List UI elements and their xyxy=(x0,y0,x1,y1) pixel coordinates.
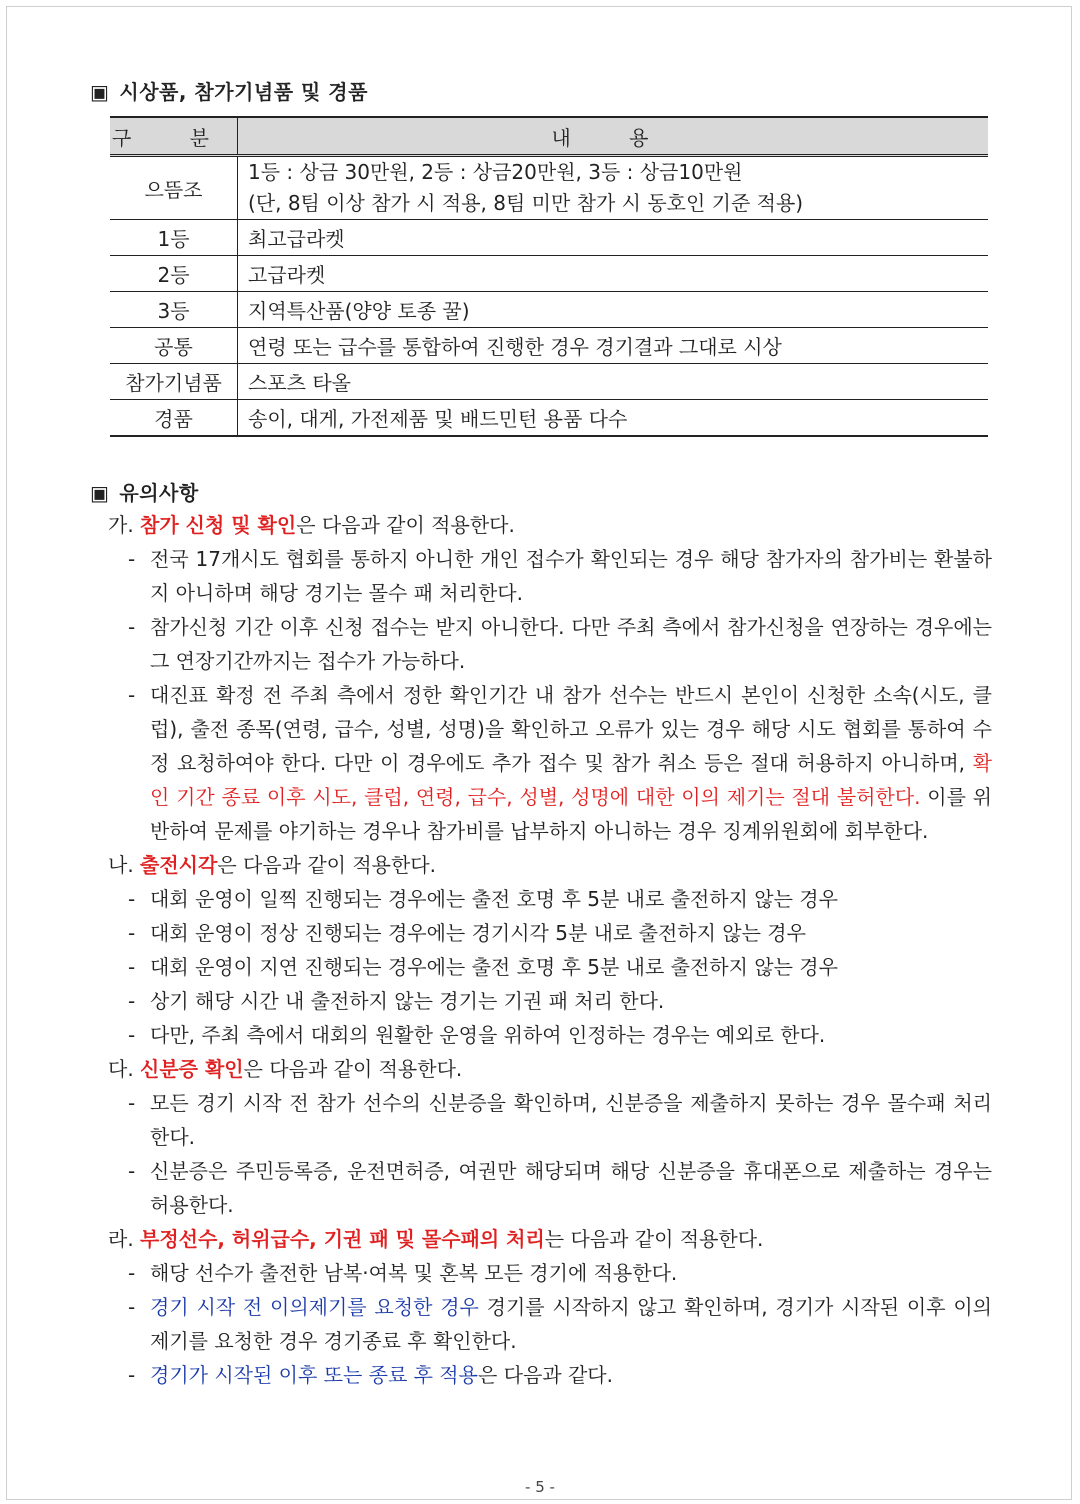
note-prefix: 다. xyxy=(108,1057,141,1081)
row-label: 공통 xyxy=(110,328,238,364)
row-label: 경품 xyxy=(110,400,238,437)
section-title-text: 시상품, 참가기념품 및 경품 xyxy=(119,80,368,104)
note-suffix: 은 다음과 같이 적용한다. xyxy=(296,513,515,537)
square-bullet-icon: ▣ xyxy=(90,80,110,104)
note-prefix: 나. xyxy=(108,853,141,877)
row-content: 지역특산품(양양 토종 꿀) xyxy=(238,292,989,328)
list-item xyxy=(108,1290,992,1358)
header-content: 내 용 xyxy=(238,117,989,156)
list-item-text: 대진표 확정 전 주최 측에서 정한 확인기간 내 참가 선수는 반드시 본인이 신청한 소속(시도, 클럽), 출전 종목(연령, 급수, 성별, 성명)을 확인하고 오류가 있는 경우 해당 시도 협회를 통하여 수정 요청하여야 한다. 다만 이 경우에도 추가 접수 및 참가 취소 등은 절대 허용하지 아니하며, xyxy=(150,683,992,775)
note-heading-ga xyxy=(108,508,992,542)
list-item: - 해당 선수가 출전한 남복·여복 및 혼복 모든 경기에 적용한다. xyxy=(108,1256,992,1290)
row-label: 으뜸조 xyxy=(110,156,238,220)
header-category: 구 분 xyxy=(110,117,238,156)
prize-table xyxy=(110,116,988,437)
list-item xyxy=(108,678,992,848)
table-row xyxy=(110,328,988,364)
list-item-highlight: 확인 기간 종료 이후 시도, 클럽, 연령, 급수, 성별, 성명에 대한 이의 제기는 절대 불허한다. xyxy=(150,751,992,809)
row-content: 송이, 대게, 가전제품 및 배드민턴 용품 다수 xyxy=(238,400,989,437)
note-heading-ra xyxy=(108,1222,992,1256)
note-suffix: 는 다음과 같이 적용한다. xyxy=(544,1227,764,1251)
row-content-line2: (단, 8팀 이상 참가 시 적용, 8팀 미만 참가 시 동호인 기준 적용) xyxy=(248,191,804,215)
row-content: 연령 또는 급수를 통합하여 진행한 경우 경기결과 그대로 시상 xyxy=(238,328,989,364)
notes-body xyxy=(108,508,992,1392)
row-content: 스포츠 타올 xyxy=(238,364,989,400)
list-item xyxy=(108,1358,992,1392)
note-highlight: 신분증 확인 xyxy=(140,1057,244,1081)
row-content xyxy=(238,156,989,220)
row-label: 참가기념품 xyxy=(110,364,238,400)
list-item: - 상기 해당 시간 내 출전하지 않는 경기는 기권 패 처리 한다. xyxy=(108,984,992,1018)
row-label: 3등 xyxy=(110,292,238,328)
list-item-text: 은 다음과 같다. xyxy=(477,1363,613,1387)
list-item: - 다만, 주최 측에서 대회의 원활한 운영을 위하여 인정하는 경우는 예외로 한다. xyxy=(108,1018,992,1052)
note-prefix: 가. xyxy=(108,513,141,537)
table-header-row xyxy=(110,117,988,156)
table-row xyxy=(110,220,988,256)
note-suffix: 은 다음과 같이 적용한다. xyxy=(243,1057,463,1081)
section-title-prizes xyxy=(90,76,368,105)
note-highlight: 부정선수, 허위급수, 기권 패 및 몰수패의 처리 xyxy=(140,1227,545,1251)
list-item-text: 경기를 시작하지 않고 확인하며, 경기가 시작된 이후 이의제기를 요청한 경우 경기종료 후 확인한다. xyxy=(150,1295,993,1353)
note-heading-da xyxy=(108,1052,992,1086)
section-title-text: 유의사항 xyxy=(119,481,199,505)
list-item: - 대회 운영이 지연 진행되는 경우에는 출전 호명 후 5분 내로 출전하지 않는 경우 xyxy=(108,950,992,984)
note-heading-na xyxy=(108,848,992,882)
row-label: 1등 xyxy=(110,220,238,256)
list-item-highlight: 경기 시작 전 이의제기를 요청한 경우 xyxy=(150,1295,479,1319)
list-item: - 모든 경기 시작 전 참가 선수의 신분증을 확인하며, 신분증을 제출하지 못하는 경우 몰수패 처리한다. xyxy=(108,1086,992,1154)
note-suffix: 은 다음과 같이 적용한다. xyxy=(217,853,436,877)
page-number: - 5 - xyxy=(525,1478,555,1496)
note-highlight: 출전시각 xyxy=(140,853,218,877)
table-row xyxy=(110,292,988,328)
note-prefix: 라. xyxy=(108,1227,141,1251)
row-content-line1: 1등 : 상금 30만원, 2등 : 상금20만원, 3등 : 상금10만원 xyxy=(248,160,743,184)
list-item: - 대회 운영이 정상 진행되는 경우에는 경기시각 5분 내로 출전하지 않는 경우 xyxy=(108,916,992,950)
square-bullet-icon: ▣ xyxy=(90,481,110,505)
table-row xyxy=(110,400,988,437)
table-row xyxy=(110,156,988,220)
section-title-notes xyxy=(90,477,199,506)
list-item: - 대회 운영이 일찍 진행되는 경우에는 출전 호명 후 5분 내로 출전하지 않는 경우 xyxy=(108,882,992,916)
list-item-text: 이를 위반하여 문제를 야기하는 경우나 참가비를 납부하지 아니하는 경우 징계위원회에 회부한다. xyxy=(150,785,992,843)
list-item: - 참가신청 기간 이후 신청 접수는 받지 아니한다. 다만 주최 측에서 참가신청을 연장하는 경우에는 그 연장기간까지는 접수가 가능하다. xyxy=(108,610,992,678)
note-highlight: 참가 신청 및 확인 xyxy=(140,513,297,537)
row-content: 최고급라켓 xyxy=(238,220,989,256)
table-row xyxy=(110,256,988,292)
row-content: 고급라켓 xyxy=(238,256,989,292)
table-row xyxy=(110,364,988,400)
list-item-highlight: 경기가 시작된 이후 또는 종료 후 적용 xyxy=(150,1363,478,1387)
list-item: - 전국 17개시도 협회를 통하지 아니한 개인 접수가 확인되는 경우 해당 참가자의 참가비는 환불하지 아니하며 해당 경기는 몰수 패 처리한다. xyxy=(108,542,992,610)
row-label: 2등 xyxy=(110,256,238,292)
list-item: - 신분증은 주민등록증, 운전면허증, 여권만 해당되며 해당 신분증을 휴대폰으로 제출하는 경우는 허용한다. xyxy=(108,1154,992,1222)
